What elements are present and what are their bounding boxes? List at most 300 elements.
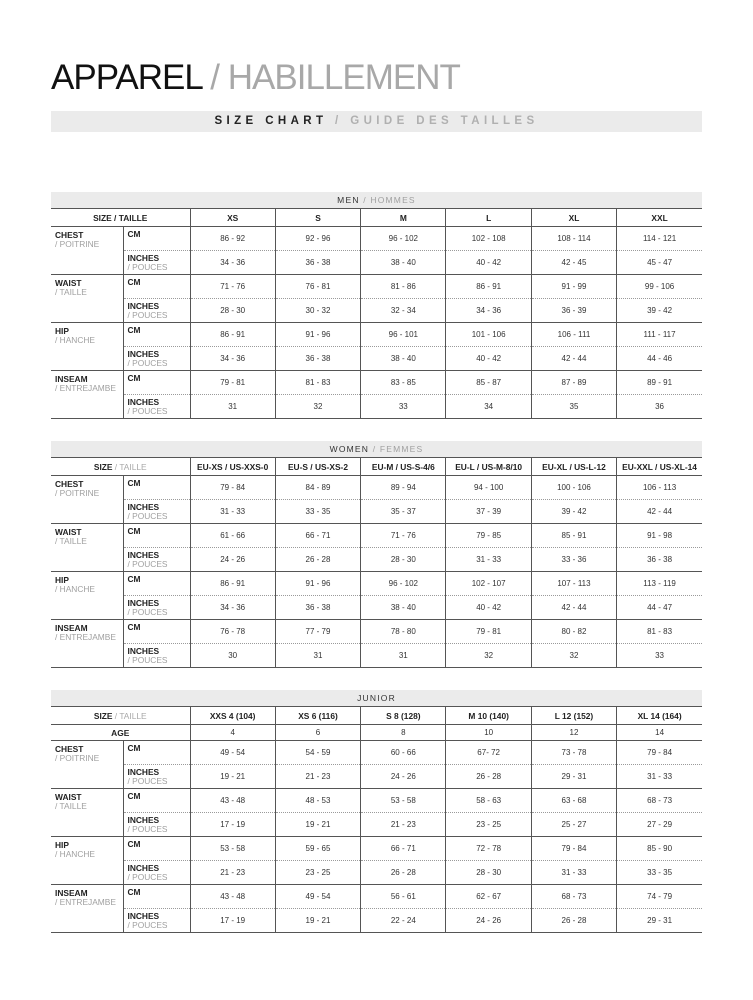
cm-value: 81 - 83 xyxy=(617,620,702,644)
measure-row-inches xyxy=(51,347,702,371)
size-header-row xyxy=(51,707,702,725)
inch-value: 25 - 27 xyxy=(531,813,616,837)
cm-value: 86 - 91 xyxy=(190,572,275,596)
unit-label-cm xyxy=(123,885,190,909)
inch-value: 38 - 40 xyxy=(361,347,446,371)
cm-value: 89 - 91 xyxy=(617,371,702,395)
cm-value: 80 - 82 xyxy=(531,620,616,644)
measure-name: HIP xyxy=(55,326,69,336)
cm-value: 99 - 106 xyxy=(617,275,702,299)
cm-value: 79 - 81 xyxy=(446,620,531,644)
inch-value: 35 xyxy=(531,395,616,419)
inch-value: 40 - 42 xyxy=(446,596,531,620)
inch-value: 33 - 35 xyxy=(275,500,360,524)
size-column-header: EU-L / US-M-8/10 xyxy=(446,458,531,476)
measure-row-cm xyxy=(51,476,702,500)
cm-value: 84 - 89 xyxy=(275,476,360,500)
inch-value: 42 - 44 xyxy=(531,347,616,371)
inch-value: 42 - 45 xyxy=(531,251,616,275)
inch-value: 36 - 38 xyxy=(275,347,360,371)
cm-value: 53 - 58 xyxy=(361,789,446,813)
cm-value: 43 - 48 xyxy=(190,885,275,909)
inch-value: 17 - 19 xyxy=(190,813,275,837)
inch-value: 30 xyxy=(190,644,275,668)
cm-value: 86 - 92 xyxy=(190,227,275,251)
unit-cm: CM xyxy=(127,325,141,335)
inch-value: 24 - 26 xyxy=(190,548,275,572)
age-value: 14 xyxy=(617,725,702,741)
size-column-header: XXS 4 (104) xyxy=(190,707,275,725)
unit-label-inches xyxy=(123,500,190,524)
unit-inches: INCHES xyxy=(127,598,160,608)
cm-value: 85 - 87 xyxy=(446,371,531,395)
unit-label-inches xyxy=(123,548,190,572)
age-value: 12 xyxy=(531,725,616,741)
cm-value: 49 - 54 xyxy=(190,741,275,765)
unit-inches-fr: / POUCES xyxy=(127,776,168,786)
measure-name: WAIST xyxy=(55,527,82,537)
inch-value: 42 - 44 xyxy=(617,500,702,524)
measure-row-inches xyxy=(51,909,702,933)
page-title-main: APPAREL xyxy=(51,58,202,97)
size-label-main: SIZE xyxy=(93,461,113,472)
age-label: AGE xyxy=(51,725,190,741)
women-section-title xyxy=(51,441,702,458)
cm-value: 86 - 91 xyxy=(190,323,275,347)
size-column-header: M 10 (140) xyxy=(446,707,531,725)
unit-label-inches xyxy=(123,813,190,837)
measure-label xyxy=(51,323,123,371)
measure-row-inches xyxy=(51,644,702,668)
size-label xyxy=(51,707,190,725)
size-column-header: XS 6 (116) xyxy=(275,707,360,725)
measure-row-cm xyxy=(51,227,702,251)
cm-value: 62 - 67 xyxy=(446,885,531,909)
measure-row-cm xyxy=(51,371,702,395)
section-title-main: WOMEN xyxy=(329,444,370,454)
measure-label xyxy=(51,741,123,789)
unit-inches: INCHES xyxy=(127,550,160,560)
size-chart-label: SIZE CHART xyxy=(214,115,328,127)
inch-value: 36 - 38 xyxy=(275,596,360,620)
measure-name-fr: / HANCHE xyxy=(55,335,96,345)
measure-name: HIP xyxy=(55,840,69,850)
measure-row-inches xyxy=(51,251,702,275)
inch-value: 34 - 36 xyxy=(446,299,531,323)
cm-value: 79 - 85 xyxy=(446,524,531,548)
unit-cm: CM xyxy=(127,791,141,801)
unit-label-inches xyxy=(123,861,190,885)
cm-value: 79 - 84 xyxy=(190,476,275,500)
unit-cm: CM xyxy=(127,887,141,897)
cm-value: 68 - 73 xyxy=(531,885,616,909)
measure-name-fr: / HANCHE xyxy=(55,849,96,859)
inch-value: 21 - 23 xyxy=(190,861,275,885)
cm-value: 49 - 54 xyxy=(275,885,360,909)
size-column-header: EU-M / US-S-4/6 xyxy=(361,458,446,476)
measure-label xyxy=(51,620,123,668)
inch-value: 34 - 36 xyxy=(190,596,275,620)
section-heading-row xyxy=(51,192,702,209)
measure-row-inches xyxy=(51,596,702,620)
unit-inches-fr: / POUCES xyxy=(127,559,168,569)
size-label-alt: / TAILLE xyxy=(112,461,147,472)
cm-value: 87 - 89 xyxy=(531,371,616,395)
inch-value: 31 - 33 xyxy=(190,500,275,524)
inch-value: 36 - 39 xyxy=(531,299,616,323)
size-column-header: S 8 (128) xyxy=(361,707,446,725)
inch-value: 19 - 21 xyxy=(275,813,360,837)
unit-label-inches xyxy=(123,299,190,323)
cm-value: 67- 72 xyxy=(446,741,531,765)
age-value: 10 xyxy=(446,725,531,741)
measure-row-cm xyxy=(51,837,702,861)
unit-inches: INCHES xyxy=(127,502,160,512)
measure-name-fr: / TAILLE xyxy=(55,287,87,297)
measure-row-cm xyxy=(51,620,702,644)
unit-inches: INCHES xyxy=(127,301,160,311)
inch-value: 44 - 46 xyxy=(617,347,702,371)
cm-value: 113 - 119 xyxy=(617,572,702,596)
inch-value: 31 xyxy=(190,395,275,419)
inch-value: 31 - 33 xyxy=(617,765,702,789)
inch-value: 36 - 38 xyxy=(617,548,702,572)
unit-inches: INCHES xyxy=(127,646,160,656)
section-heading-row xyxy=(51,690,702,707)
cm-value: 71 - 76 xyxy=(361,524,446,548)
cm-value: 68 - 73 xyxy=(617,789,702,813)
inch-value: 26 - 28 xyxy=(275,548,360,572)
unit-inches-fr: / POUCES xyxy=(127,872,168,882)
size-column-header: XL 14 (164) xyxy=(617,707,702,725)
size-chart-banner xyxy=(51,111,702,132)
measure-name: CHEST xyxy=(55,479,84,489)
cm-value: 78 - 80 xyxy=(361,620,446,644)
size-column-header: XL xyxy=(531,209,616,227)
section-title-alt: / HOMMES xyxy=(359,195,416,205)
unit-label-cm xyxy=(123,837,190,861)
unit-inches-fr: / POUCES xyxy=(127,262,168,272)
cm-value: 102 - 108 xyxy=(446,227,531,251)
unit-cm: CM xyxy=(127,622,141,632)
inch-value: 28 - 30 xyxy=(446,861,531,885)
size-column-header: EU-XXL / US-XL-14 xyxy=(617,458,702,476)
inch-value: 31 xyxy=(361,644,446,668)
measure-label xyxy=(51,227,123,275)
unit-label-inches xyxy=(123,909,190,933)
unit-cm: CM xyxy=(127,373,141,383)
age-value: 8 xyxy=(361,725,446,741)
cm-value: 61 - 66 xyxy=(190,524,275,548)
age-row xyxy=(51,725,702,741)
unit-cm: CM xyxy=(127,526,141,536)
measure-row-cm xyxy=(51,572,702,596)
inch-value: 33 xyxy=(617,644,702,668)
size-column-header: S xyxy=(275,209,360,227)
men-size-table-section xyxy=(51,192,702,419)
unit-inches-fr: / POUCES xyxy=(127,406,168,416)
unit-label-cm xyxy=(123,524,190,548)
size-column-header: M xyxy=(361,209,446,227)
unit-cm: CM xyxy=(127,574,141,584)
measure-name-fr: / TAILLE xyxy=(55,536,87,546)
inch-value: 32 xyxy=(275,395,360,419)
inch-value: 28 - 30 xyxy=(361,548,446,572)
cm-value: 59 - 65 xyxy=(275,837,360,861)
cm-value: 74 - 79 xyxy=(617,885,702,909)
women-size-table xyxy=(51,441,702,668)
section-title-main: JUNIOR xyxy=(357,693,396,703)
measure-row-inches xyxy=(51,765,702,789)
inch-value: 26 - 28 xyxy=(531,909,616,933)
size-label-alt: / TAILLE xyxy=(112,710,147,721)
size-chart-banner-text xyxy=(51,111,702,132)
cm-value: 79 - 81 xyxy=(190,371,275,395)
unit-inches-fr: / POUCES xyxy=(127,607,168,617)
cm-value: 91 - 96 xyxy=(275,323,360,347)
measure-row-cm xyxy=(51,323,702,347)
cm-value: 85 - 91 xyxy=(531,524,616,548)
size-column-header: L xyxy=(446,209,531,227)
unit-cm: CM xyxy=(127,478,141,488)
size-label-alt: / TAILLE xyxy=(111,212,148,223)
inch-value: 19 - 21 xyxy=(275,909,360,933)
cm-value: 81 - 83 xyxy=(275,371,360,395)
age-value: 6 xyxy=(275,725,360,741)
unit-cm: CM xyxy=(127,229,141,239)
inch-value: 23 - 25 xyxy=(446,813,531,837)
cm-value: 114 - 121 xyxy=(617,227,702,251)
inch-value: 36 - 38 xyxy=(275,251,360,275)
inch-value: 29 - 31 xyxy=(617,909,702,933)
unit-inches-fr: / POUCES xyxy=(127,511,168,521)
measure-name-fr: / POITRINE xyxy=(55,753,100,763)
junior-size-table-section xyxy=(51,690,702,933)
cm-value: 56 - 61 xyxy=(361,885,446,909)
measure-row-cm xyxy=(51,789,702,813)
cm-value: 79 - 84 xyxy=(531,837,616,861)
unit-label-inches xyxy=(123,596,190,620)
measure-row-inches xyxy=(51,548,702,572)
unit-label-cm xyxy=(123,789,190,813)
cm-value: 85 - 90 xyxy=(617,837,702,861)
cm-value: 77 - 79 xyxy=(275,620,360,644)
cm-value: 83 - 85 xyxy=(361,371,446,395)
unit-inches-fr: / POUCES xyxy=(127,824,168,834)
inch-value: 31 - 33 xyxy=(446,548,531,572)
measure-row-cm xyxy=(51,524,702,548)
cm-value: 100 - 106 xyxy=(531,476,616,500)
inch-value: 34 - 36 xyxy=(190,251,275,275)
inch-value: 26 - 28 xyxy=(446,765,531,789)
inch-value: 38 - 40 xyxy=(361,251,446,275)
cm-value: 108 - 114 xyxy=(531,227,616,251)
unit-inches: INCHES xyxy=(127,911,160,921)
inch-value: 29 - 31 xyxy=(531,765,616,789)
inch-value: 34 xyxy=(446,395,531,419)
unit-label-inches xyxy=(123,251,190,275)
cm-value: 96 - 101 xyxy=(361,323,446,347)
cm-value: 53 - 58 xyxy=(190,837,275,861)
cm-value: 76 - 78 xyxy=(190,620,275,644)
inch-value: 32 - 34 xyxy=(361,299,446,323)
measure-name-fr: / HANCHE xyxy=(55,584,96,594)
cm-value: 102 - 107 xyxy=(446,572,531,596)
junior-size-table xyxy=(51,690,702,933)
cm-value: 79 - 84 xyxy=(617,741,702,765)
inch-value: 19 - 21 xyxy=(190,765,275,789)
page-title-alt: / HABILLEMENT xyxy=(201,58,460,97)
size-label-main: SIZE xyxy=(93,710,113,721)
measure-label xyxy=(51,371,123,419)
inch-value: 17 - 19 xyxy=(190,909,275,933)
cm-value: 58 - 63 xyxy=(446,789,531,813)
cm-value: 72 - 78 xyxy=(446,837,531,861)
unit-label-cm xyxy=(123,323,190,347)
cm-value: 43 - 48 xyxy=(190,789,275,813)
measure-row-cm xyxy=(51,741,702,765)
inch-value: 24 - 26 xyxy=(446,909,531,933)
cm-value: 92 - 96 xyxy=(275,227,360,251)
page-title xyxy=(51,58,460,98)
cm-value: 76 - 81 xyxy=(275,275,360,299)
women-size-table-section xyxy=(51,441,702,668)
unit-cm: CM xyxy=(127,839,141,849)
inch-value: 36 xyxy=(617,395,702,419)
unit-inches: INCHES xyxy=(127,863,160,873)
cm-value: 86 - 91 xyxy=(446,275,531,299)
cm-value: 94 - 100 xyxy=(446,476,531,500)
unit-inches-fr: / POUCES xyxy=(127,358,168,368)
inch-value: 27 - 29 xyxy=(617,813,702,837)
measure-name: INSEAM xyxy=(55,374,88,384)
inch-value: 44 - 47 xyxy=(617,596,702,620)
unit-cm: CM xyxy=(127,277,141,287)
cm-value: 91 - 96 xyxy=(275,572,360,596)
cm-value: 106 - 113 xyxy=(617,476,702,500)
unit-cm: CM xyxy=(127,743,141,753)
cm-value: 63 - 68 xyxy=(531,789,616,813)
cm-value: 106 - 111 xyxy=(531,323,616,347)
cm-value: 81 - 86 xyxy=(361,275,446,299)
unit-label-inches xyxy=(123,765,190,789)
cm-value: 91 - 98 xyxy=(617,524,702,548)
size-chart-label-alt: / GUIDE DES TAILLES xyxy=(327,115,539,127)
section-heading-row xyxy=(51,441,702,458)
size-label-main: SIZE xyxy=(93,212,112,223)
measure-row-inches xyxy=(51,395,702,419)
cm-value: 60 - 66 xyxy=(361,741,446,765)
measure-label xyxy=(51,885,123,933)
measure-name: WAIST xyxy=(55,278,82,288)
measure-row-inches xyxy=(51,813,702,837)
inch-value: 21 - 23 xyxy=(361,813,446,837)
inch-value: 28 - 30 xyxy=(190,299,275,323)
measure-row-cm xyxy=(51,885,702,909)
unit-label-cm xyxy=(123,620,190,644)
unit-inches-fr: / POUCES xyxy=(127,920,168,930)
measure-label xyxy=(51,572,123,620)
cm-value: 96 - 102 xyxy=(361,572,446,596)
inch-value: 38 - 40 xyxy=(361,596,446,620)
inch-value: 34 - 36 xyxy=(190,347,275,371)
measure-name-fr: / POITRINE xyxy=(55,239,100,249)
cm-value: 101 - 106 xyxy=(446,323,531,347)
unit-inches: INCHES xyxy=(127,349,160,359)
cm-value: 71 - 76 xyxy=(190,275,275,299)
unit-inches: INCHES xyxy=(127,397,160,407)
measure-name-fr: / TAILLE xyxy=(55,801,87,811)
measure-name: INSEAM xyxy=(55,623,88,633)
inch-value: 23 - 25 xyxy=(275,861,360,885)
cm-value: 66 - 71 xyxy=(275,524,360,548)
inch-value: 33 - 35 xyxy=(617,861,702,885)
unit-label-cm xyxy=(123,227,190,251)
unit-inches: INCHES xyxy=(127,253,160,263)
unit-label-cm xyxy=(123,371,190,395)
measure-name: CHEST xyxy=(55,744,84,754)
measure-name: CHEST xyxy=(55,230,84,240)
cm-value: 96 - 102 xyxy=(361,227,446,251)
unit-inches-fr: / POUCES xyxy=(127,655,168,665)
measure-label xyxy=(51,524,123,572)
cm-value: 89 - 94 xyxy=(361,476,446,500)
inch-value: 33 - 36 xyxy=(531,548,616,572)
inch-value: 32 xyxy=(446,644,531,668)
junior-section-title xyxy=(51,690,702,707)
measure-name: INSEAM xyxy=(55,888,88,898)
unit-label-inches xyxy=(123,644,190,668)
inch-value: 40 - 42 xyxy=(446,347,531,371)
size-column-header: EU-S / US-XS-2 xyxy=(275,458,360,476)
size-label xyxy=(51,458,190,476)
cm-value: 54 - 59 xyxy=(275,741,360,765)
unit-label-inches xyxy=(123,395,190,419)
unit-label-cm xyxy=(123,572,190,596)
unit-inches: INCHES xyxy=(127,767,160,777)
size-column-header: XXL xyxy=(617,209,702,227)
inch-value: 35 - 37 xyxy=(361,500,446,524)
measure-label xyxy=(51,789,123,837)
cm-value: 66 - 71 xyxy=(361,837,446,861)
measure-name-fr: / ENTREJAMBE xyxy=(55,897,116,907)
inch-value: 40 - 42 xyxy=(446,251,531,275)
age-value: 4 xyxy=(190,725,275,741)
measure-row-cm xyxy=(51,275,702,299)
unit-inches: INCHES xyxy=(127,815,160,825)
measure-name-fr: / POITRINE xyxy=(55,488,100,498)
measure-label xyxy=(51,837,123,885)
measure-name-fr: / ENTREJAMBE xyxy=(55,383,116,393)
unit-label-inches xyxy=(123,347,190,371)
unit-inches-fr: / POUCES xyxy=(127,310,168,320)
size-column-header: EU-XS / US-XXS-0 xyxy=(190,458,275,476)
measure-name: WAIST xyxy=(55,792,82,802)
inch-value: 42 - 44 xyxy=(531,596,616,620)
unit-label-cm xyxy=(123,741,190,765)
cm-value: 48 - 53 xyxy=(275,789,360,813)
inch-value: 26 - 28 xyxy=(361,861,446,885)
measure-row-inches xyxy=(51,861,702,885)
inch-value: 39 - 42 xyxy=(531,500,616,524)
inch-value: 32 xyxy=(531,644,616,668)
unit-label-cm xyxy=(123,275,190,299)
size-header-row xyxy=(51,209,702,227)
section-title-alt: / FEMMES xyxy=(369,444,424,454)
cm-value: 107 - 113 xyxy=(531,572,616,596)
inch-value: 33 xyxy=(361,395,446,419)
size-header-row xyxy=(51,458,702,476)
